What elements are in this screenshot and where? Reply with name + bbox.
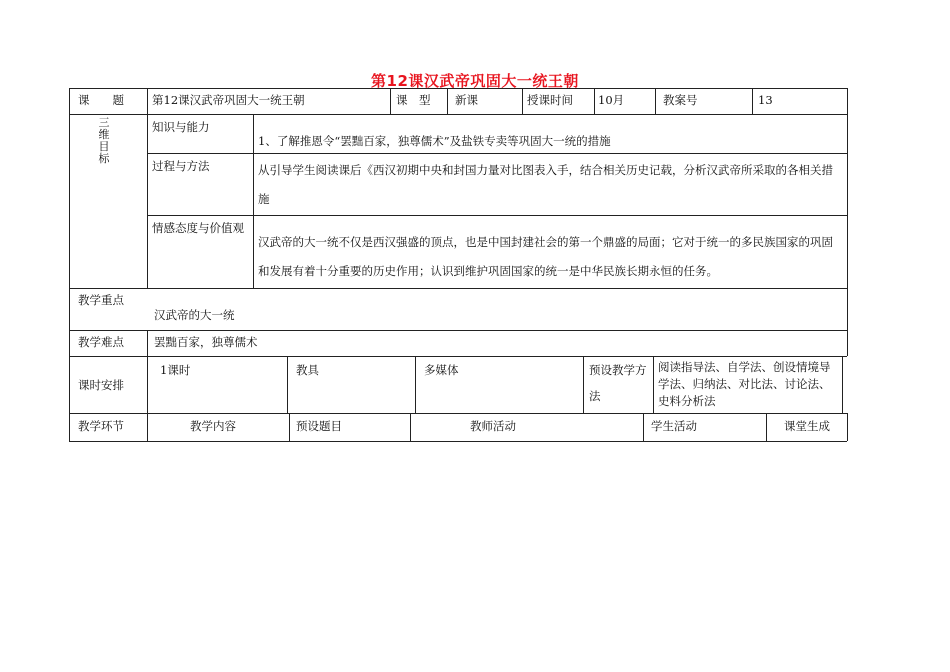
label-plan-no: 教案号 — [663, 93, 698, 107]
goal-label-attitude: 情感态度与价值观 — [152, 221, 244, 235]
tools-value: 多媒体 — [424, 363, 459, 377]
goal-content-knowledge: 1、了解推恩令“罢黜百家，独尊儒术”及盐铁专卖等巩固大一统的措施 — [258, 134, 611, 148]
col-stage: 教学环节 — [78, 419, 124, 433]
goal-content-process: 从引导学生阅读课后《西汉初期中央和封国力量对比图表入手，结合相关历史记载，分析汉武帝所采取的各相关措施 — [258, 163, 833, 206]
method-value: 阅读指导法、自学法、创设情境导学法、归纳法、对比法、讨论法、史料分析法 — [658, 360, 831, 408]
difficulty-content: 罢黜百家，独尊儒术 — [154, 335, 258, 349]
plan-no-value: 13 — [758, 93, 773, 107]
key-point-content: 汉武帝的大一统 — [154, 308, 235, 322]
goal-label-knowledge: 知识与能力 — [152, 120, 210, 134]
page-title: 第12课汉武帝巩固大一统王朝 — [371, 72, 579, 90]
label-time: 授课时间 — [527, 93, 573, 107]
time-value: 10月 — [598, 93, 625, 107]
method-label: 预设教学方法 — [589, 363, 647, 403]
label-topic: 课 题 — [78, 93, 124, 107]
col-outcome: 课堂生成 — [784, 419, 830, 433]
key-point-label: 教学重点 — [78, 293, 124, 307]
col-teacher: 教师活动 — [470, 419, 516, 433]
label-type: 课 型 — [396, 93, 431, 107]
goal-label-process: 过程与方法 — [152, 159, 210, 173]
col-student: 学生活动 — [651, 419, 697, 433]
goals-label: 三 维 目 标 — [98, 116, 110, 165]
topic-value: 第12课汉武帝巩固大一统王朝 — [152, 93, 305, 107]
tools-label: 教具 — [296, 363, 319, 377]
schedule-label: 课时安排 — [78, 378, 124, 392]
difficulty-label: 教学难点 — [78, 335, 124, 349]
col-questions: 预设题目 — [296, 419, 342, 433]
type-value: 新课 — [455, 93, 478, 107]
schedule-hours: 1课时 — [160, 363, 191, 377]
goal-content-attitude: 汉武帝的大一统不仅是西汉强盛的顶点，也是中国封建社会的第一个鼎盛的局面；它对于统一的多民族国家的巩固和发展有着十分重要的历史作用；认识到维护巩固国家的统一是中华民族长期永恒的任务。 — [258, 235, 833, 278]
col-content: 教学内容 — [190, 419, 236, 433]
